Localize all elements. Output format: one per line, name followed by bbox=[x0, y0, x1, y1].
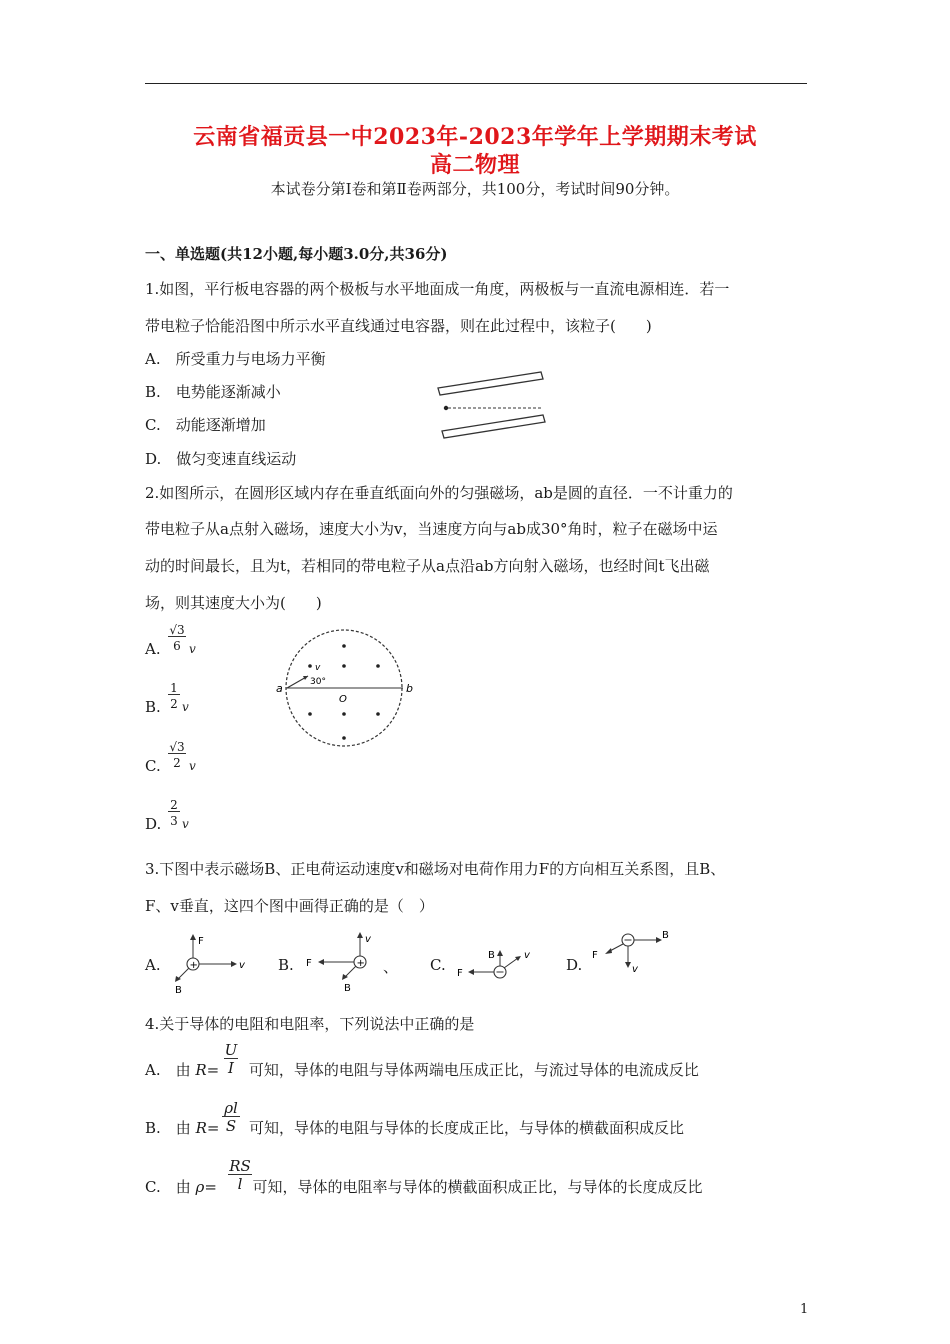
q3-c-label-f: F bbox=[457, 968, 463, 979]
q2-option-b-den: 2 bbox=[170, 697, 178, 711]
exam-subtitle: 高二物理 bbox=[429, 152, 520, 178]
q2-option-d-unit: v bbox=[182, 817, 189, 831]
upper-plate bbox=[438, 372, 543, 395]
q3-d-label-v: v bbox=[632, 964, 638, 975]
q2-stem-line4: 场，则其速度大小为( ) bbox=[145, 594, 322, 612]
q4-option-b-text: 可知，导体的电阻与导体的长度成正比，与导体的横截面积成反比 bbox=[249, 1119, 685, 1137]
header-rule bbox=[145, 83, 807, 84]
q3-option-b-suffix: 、 bbox=[383, 958, 399, 976]
q4-option-c-prefix: C. 由 bbox=[145, 1178, 191, 1196]
q3-a-label-f: F bbox=[198, 936, 204, 947]
label-angle: 30° bbox=[310, 677, 326, 687]
svg-text:+: + bbox=[356, 958, 365, 969]
q2-option-c-unit: v bbox=[189, 759, 196, 773]
q4-option-a-lhs: R= bbox=[195, 1061, 220, 1079]
svg-text:+: + bbox=[189, 960, 198, 971]
q4-stem: 4.关于导体的电阻和电阻率，下列说法中正确的是 bbox=[145, 1015, 475, 1033]
q3-option-a-letter: A. bbox=[145, 956, 161, 974]
q2-option-c-letter: C. bbox=[145, 757, 161, 775]
q4-option-a-prefix: A. 由 bbox=[145, 1061, 191, 1079]
q4-option-b-prefix: B. 由 bbox=[145, 1119, 191, 1137]
q1-option-c: C. 动能逐渐增加 bbox=[145, 416, 266, 434]
q3-b-label-f: F bbox=[306, 958, 312, 969]
label-b: b bbox=[406, 682, 413, 695]
q2-option-a-den: 6 bbox=[173, 639, 181, 653]
q2-option-b-num: 1 bbox=[168, 682, 180, 695]
q3-diagram-b bbox=[300, 928, 380, 994]
q4-option-b-lhs: R= bbox=[195, 1119, 220, 1137]
q1-capacitor-figure bbox=[430, 365, 555, 443]
q3-option-c-letter: C. bbox=[430, 956, 446, 974]
page-number: 1 bbox=[800, 1302, 809, 1317]
q3-b-label-b: B bbox=[344, 983, 351, 994]
q1-option-b: B. 电势能逐渐减小 bbox=[145, 383, 281, 401]
q3-c-label-b: B bbox=[488, 950, 495, 961]
exam-title: 云南省福贡县一中2023年-2023年学年上学期期末考试 bbox=[193, 124, 757, 150]
field-dots bbox=[308, 644, 380, 740]
q2-option-d-num: 2 bbox=[168, 799, 180, 812]
q2-option-a-num: √3 bbox=[169, 623, 185, 637]
q2-option-a-letter: A. bbox=[145, 640, 161, 658]
q3-diagram-d bbox=[588, 926, 678, 978]
lower-plate bbox=[442, 415, 545, 438]
q3-b-label-v: v bbox=[365, 934, 371, 945]
exam-intro: 本试卷分第Ⅰ卷和第Ⅱ卷两部分，共100分，考试时间90分钟。 bbox=[270, 180, 680, 198]
q2-option-b-unit: v bbox=[182, 700, 189, 714]
q1-stem-line2: 带电粒子恰能沿图中所示水平直线通过电容器，则在此过程中，该粒子( ) bbox=[145, 317, 652, 335]
q2-magnetic-field-figure bbox=[270, 628, 420, 750]
q2-stem-line2: 带电粒子从a点射入磁场，速度大小为v，当速度方向与ab成30°角时，粒子在磁场中运 bbox=[145, 520, 718, 538]
section-heading: 一、单选题(共12小题,每小题3.0分,共36分) bbox=[145, 245, 448, 263]
q3-option-d-letter: D. bbox=[566, 956, 583, 974]
label-o: O bbox=[339, 694, 347, 705]
q2-stem-line1: 2.如图所示，在圆形区域内存在垂直纸面向外的匀强磁场，ab是圆的直径．一不计重力的 bbox=[145, 484, 733, 502]
q3-stem-line2: F、v垂直，这四个图中画得正确的是（ ） bbox=[145, 897, 434, 915]
label-v: v bbox=[315, 663, 321, 673]
q4-option-c-text: 可知，导体的电阻率与导体的横截面积成正比，与导体的长度成反比 bbox=[252, 1178, 703, 1196]
particle-dot bbox=[444, 406, 448, 410]
q3-a-label-v: v bbox=[239, 960, 245, 971]
q4-option-b-den: S bbox=[225, 1117, 237, 1135]
q3-stem-line1: 3.下图中表示磁场B、正电荷运动速度v和磁场对电荷作用力F的方向相互关系图，且B、 bbox=[145, 860, 726, 878]
q3-c-label-v: v bbox=[524, 950, 530, 961]
q2-option-d-letter: D. bbox=[145, 815, 162, 833]
q4-option-c-den: l bbox=[237, 1175, 243, 1193]
label-a: a bbox=[276, 682, 283, 695]
q2-option-b-letter: B. bbox=[145, 698, 161, 716]
q3-diagram-a bbox=[165, 930, 255, 996]
q4-option-a-text: 可知，导体的电阻与导体两端电压成正比，与流过导体的电流成反比 bbox=[248, 1061, 699, 1079]
q3-d-label-f: F bbox=[592, 950, 598, 961]
q4-option-a-num: U bbox=[224, 1041, 238, 1059]
q1-stem-line1: 1.如图，平行板电容器的两个极板与水平地面成一角度，两极板与一直流电源相连．若一 bbox=[145, 280, 730, 298]
q2-option-c-den: 2 bbox=[173, 756, 181, 770]
q4-option-a-den: I bbox=[228, 1059, 234, 1077]
q3-a-label-b: B bbox=[175, 985, 182, 996]
q1-option-d: D. 做匀变速直线运动 bbox=[145, 450, 297, 468]
q4-option-c-num: RS bbox=[229, 1157, 251, 1175]
q2-option-c-num: √3 bbox=[169, 740, 185, 754]
q2-stem-line3: 动的时间最长，且为t，若相同的带电粒子从a点沿ab方向射入磁场，也经时间t飞出磁 bbox=[145, 557, 710, 575]
q1-option-a: A. 所受重力与电场力平衡 bbox=[145, 350, 326, 368]
q4-option-b-num: ρl bbox=[222, 1101, 240, 1117]
q3-diagram-c bbox=[452, 938, 542, 990]
q3-d-label-b: B bbox=[662, 930, 669, 941]
q3-option-b-letter: B. bbox=[278, 956, 294, 974]
q2-option-a-unit: v bbox=[189, 642, 196, 656]
q2-option-d-den: 3 bbox=[170, 814, 178, 828]
q4-option-c-lhs: ρ= bbox=[195, 1178, 217, 1196]
